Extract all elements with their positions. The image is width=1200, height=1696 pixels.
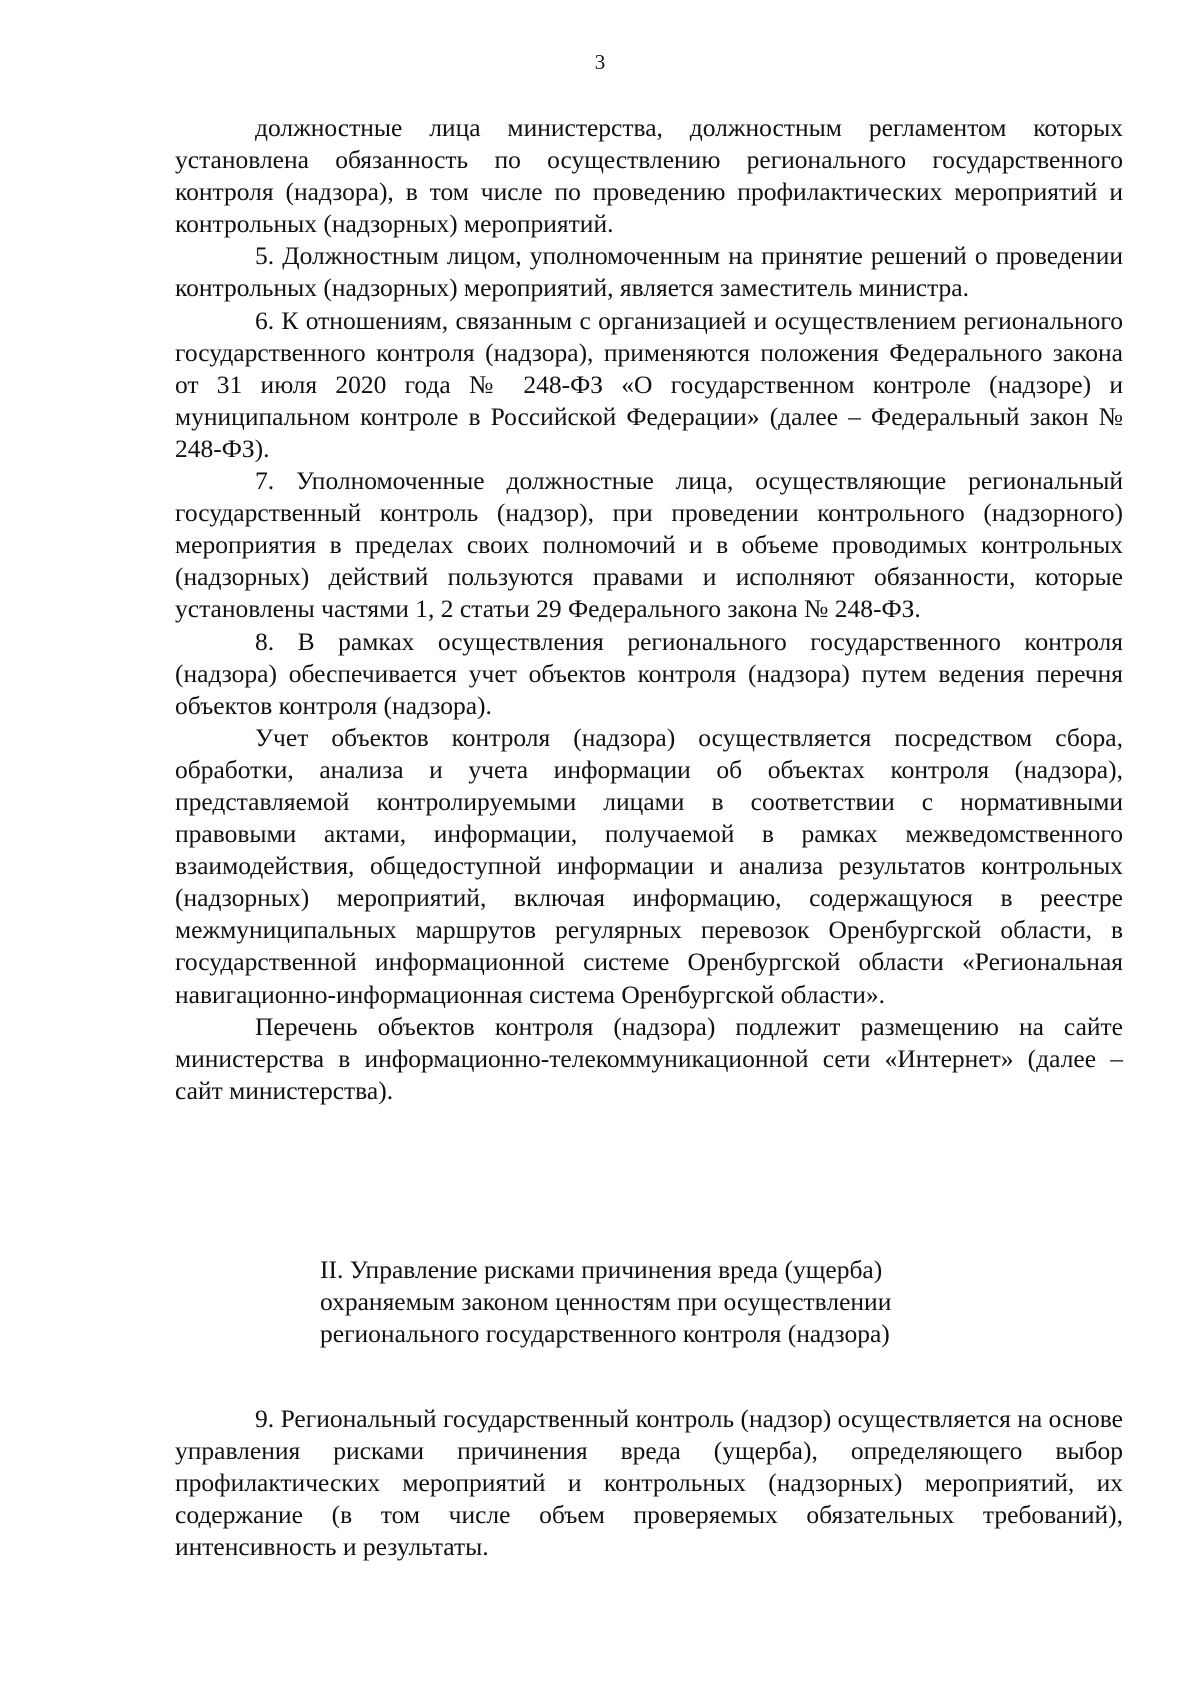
section-heading: [320, 1254, 980, 1350]
section-heading-line: регионального государственного контроля (надзора): [320, 1319, 890, 1348]
paragraph-list-publication: Перечень объектов контроля (надзора) подлежит размещению на сайте министерства в информационно-телекоммуникационной сети «Интернет» (далее – сайт министерства).: [175, 1011, 1123, 1105]
document-body: [175, 112, 1123, 1107]
paragraph-accounting: Учет объектов контроля (надзора) осуществляется посредством сбора, обработки, анализа и учета информации об объектах контроля (надзора), представляемой контролируемыми лицами в соответствии с нормативными правовыми актами, информации, получаемой в рамках межведомственного взаимодействия, общедоступной информации и анализа результатов контрольных (надзорных) мероприятий, включая информацию, содержащуюся в реестре межмуниципальных маршрутов регулярных перевозок Оренбургской области, в государственной информационной системе Оренбургской области «Региональная навигационно-информационная система Оренбургской области».: [175, 722, 1123, 1009]
section-body: [175, 1403, 1123, 1563]
section-heading-line: II. Управление рисками причинения вреда (ущерба): [320, 1255, 883, 1284]
paragraph-item-9: 9. Региональный государственный контроль (надзор) осуществляется на основе управления рисками причинения вреда (ущерба), определяющего выбор профилактических мероприятий и контрольных (надзорных) мероприятий, их содержание (в том числе объем проверяемых обязательных требований), интенсивность и результаты.: [175, 1404, 1123, 1562]
page-number: 3: [594, 50, 606, 74]
paragraph-officials: должностные лица министерства, должностным регламентом которых установлена обязанность по осуществлению регионального государственного контроля (надзора), в том числе по проведению профилактических мероприятий и контрольных (надзорных) мероприятий.: [175, 113, 1123, 239]
section-heading-line: охраняемым законом ценностям при осуществлении: [320, 1287, 892, 1316]
paragraph-item-8: 8. В рамках осуществления регионального государственного контроля (надзора) обеспечивается учет объектов контроля (надзора) путем ведения перечня объектов контроля (надзора).: [175, 626, 1123, 720]
paragraph-item-6: 6. К отношениям, связанным с организацией и осуществлением регионального государственного контроля (надзора), применяются положения Федерального закона от 31 июля 2020 года № 248-ФЗ «О государственном контроле (надзоре) и муниципальном контроле в Российской Федерации» (далее – Федеральный закон № 248-ФЗ).: [175, 305, 1123, 463]
paragraph-item-5: 5. Должностным лицом, уполномоченным на принятие решений о проведении контрольных (надзорных) мероприятий, является заместитель министра.: [175, 241, 1123, 303]
paragraph-item-7: 7. Уполномоченные должностные лица, осуществляющие региональный государственный контроль (надзор), при проведении контрольного (надзорного) мероприятия в пределах своих полномочий и в объеме проводимых контрольных (надзорных) действий пользуются правами и исполняют обязанности, которые установлены частями 1, 2 статьи 29 Федерального закона № 248-ФЗ.: [175, 466, 1123, 624]
